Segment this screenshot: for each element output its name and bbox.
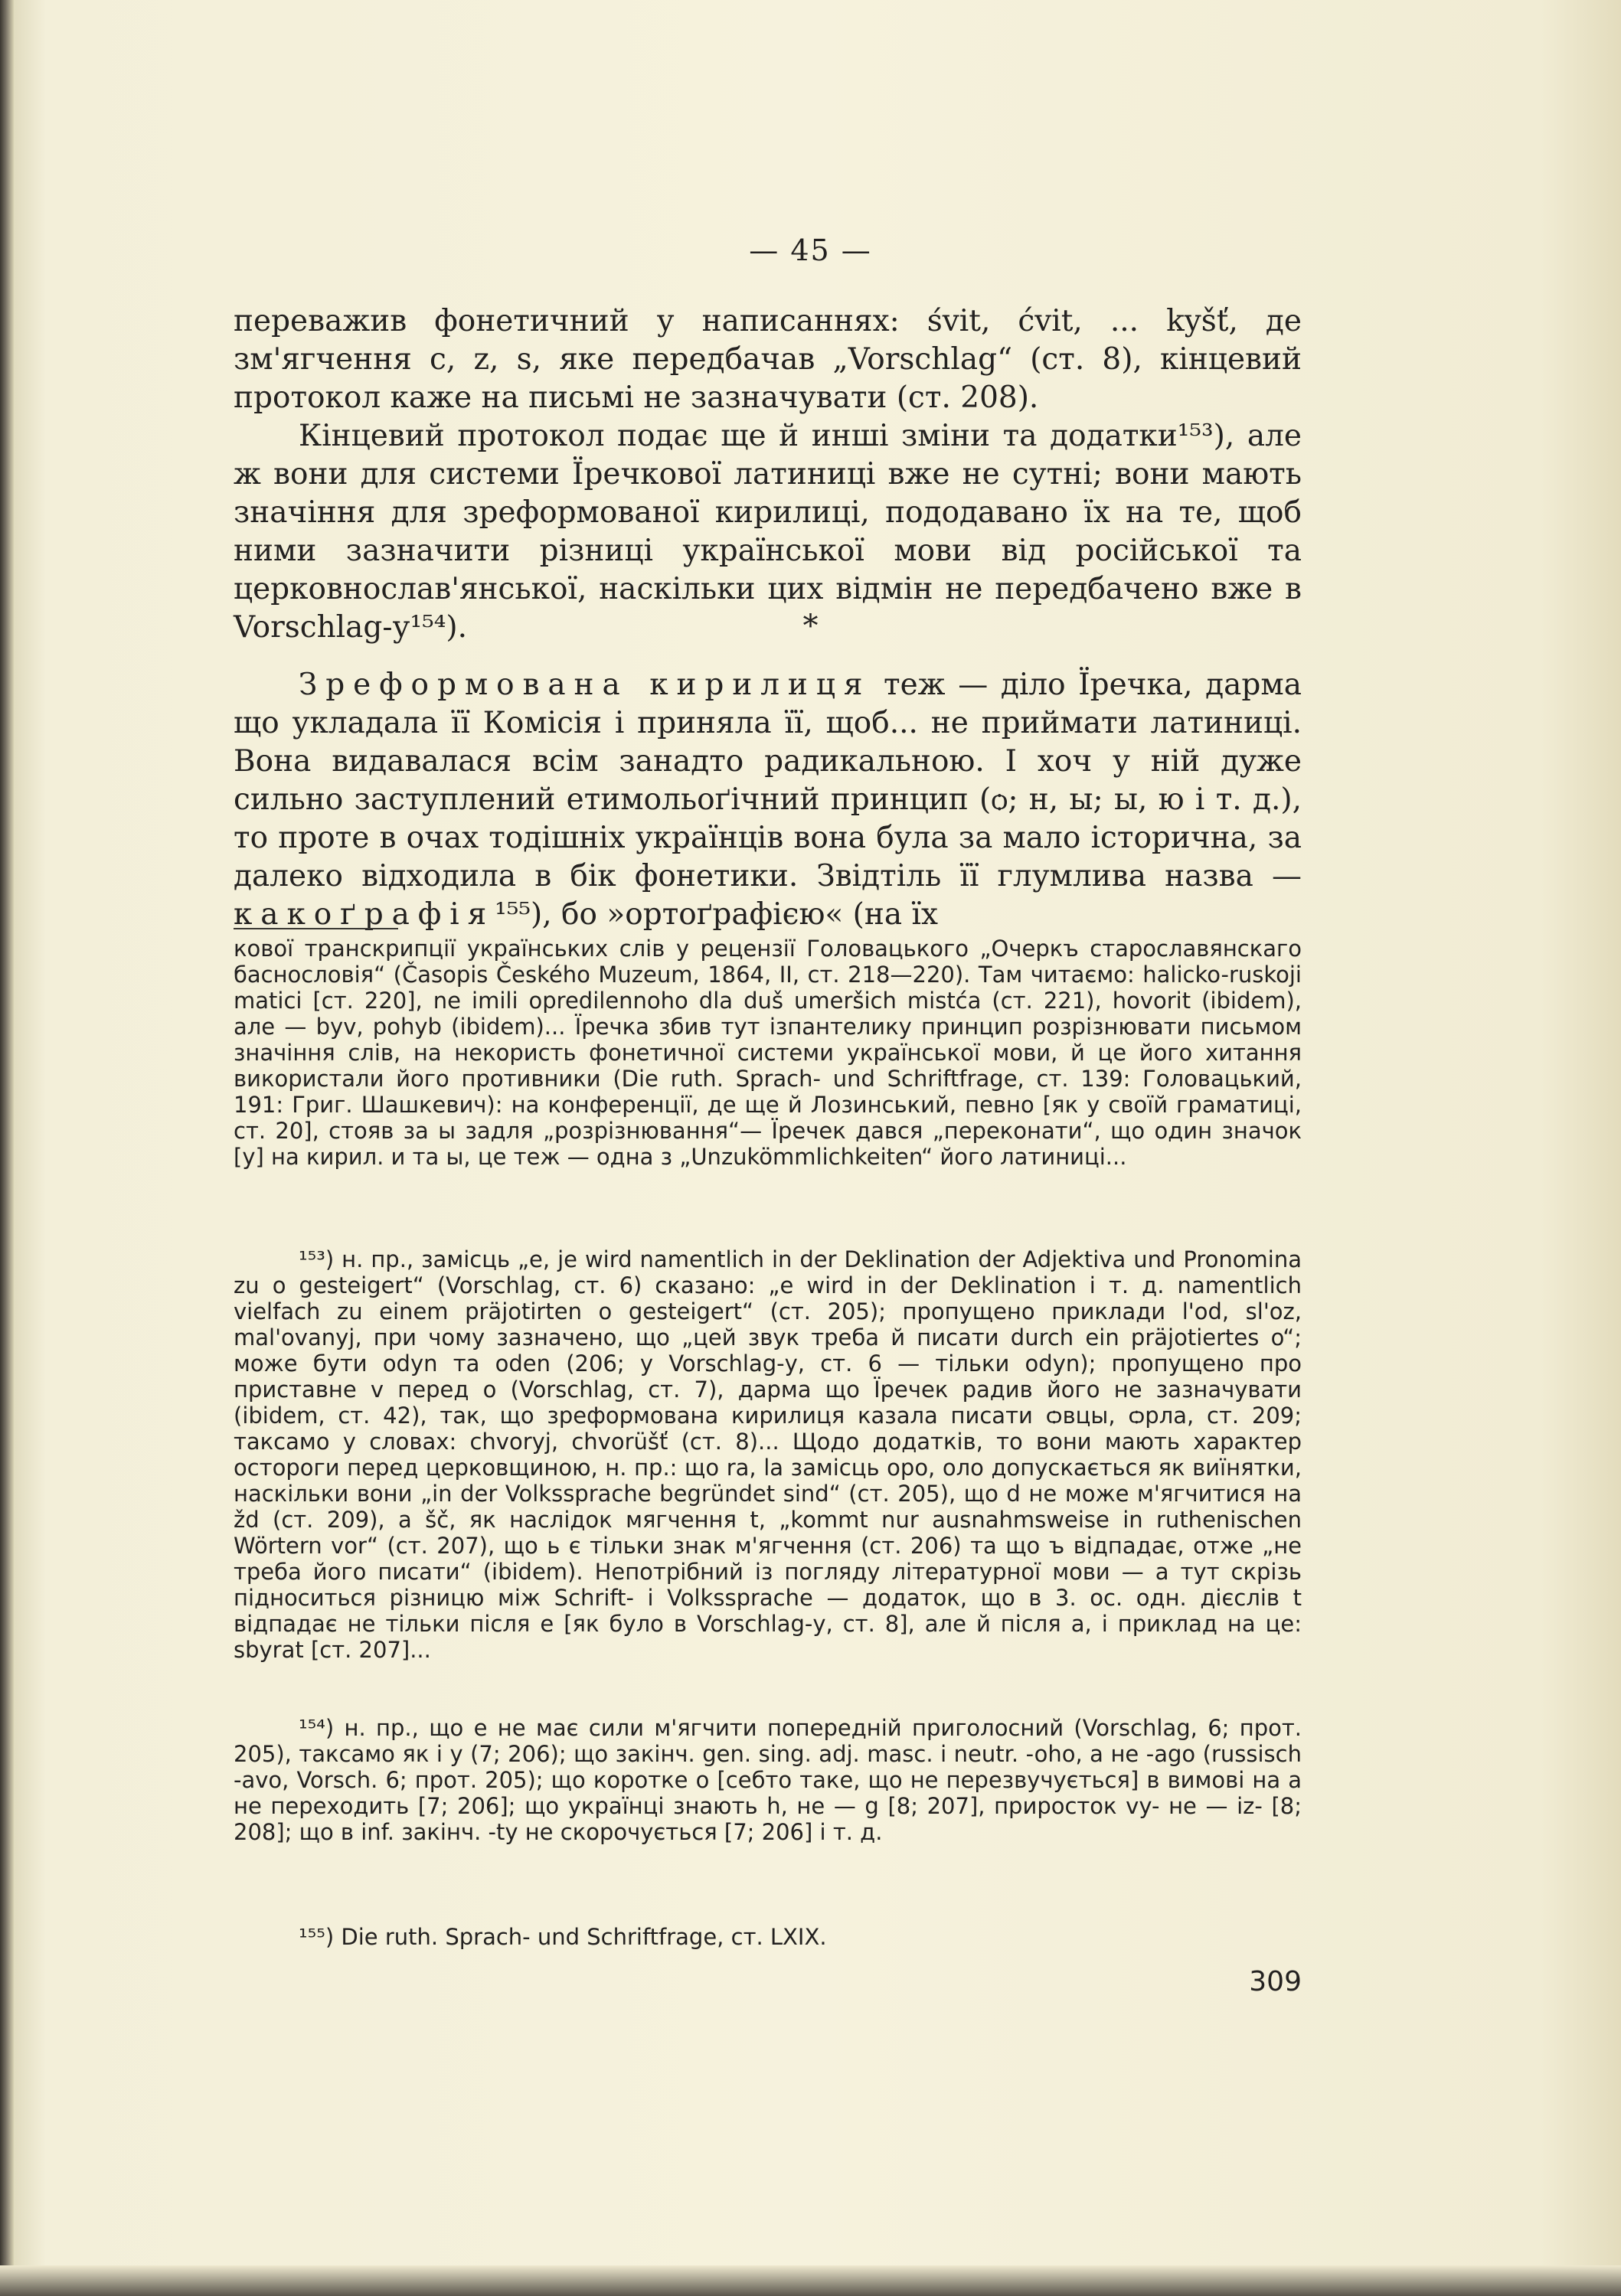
- footnote-text: ¹⁵⁴) н. пр., що e не має сили м'ягчити попередній приголосний (Vorschlag, 6; прот. 205), таксамо як і у (7; 206); що закінч. gen. sing. adj. masc. і neutr. -oho, а не -ago (russisch -avo, Vorsch. 6; прот. 205); що коротке o [себто таке, що не перезвучується] в вимові на а не переходить [7; 206]; що українці знають h, не — g [8; 207], приросток vy- не — iz- [8; 208]; що в inf. закінч. -ty не скорочується [7; 206] і т. д.: [234, 1715, 1302, 1845]
- footnote-continuation: [234, 936, 1302, 1170]
- spaced-emphasis: какоґрафія: [234, 897, 495, 932]
- footnote-text: кової транскрипції українських слів у рецензії Головацького „Очеркъ старославянскаго баснословія“ (Časopis Českého Muzeum, 1864, II, ст. 218—220). Там читаємо: halicko-ruskoji matici [ст. 220], ne imili opredilennoho dla duš umeršich mistća (ст. 221), hovorit (ibidem), але — byv, pohyb (ibidem)... Їречка збив тут ізпантелику принцип розрізнювати письмом значіння слів, на некористь фонетичної системи української мови, й це його хитання використали його противники (Die ruth. Sprach- und Schriftfrage, ст. 139: Головацький, 191: Григ. Шашкевич): на конференції, де ще й Лозинський, певно [як у своїй граматиці, ст. 20], стояв за ы задля „розрізнювання“— Їречек дався „переконати“, що один значок [у] на кирил. и та ы, це теж — одна з „Unzukömmlichkeiten“ його латиниці...: [234, 936, 1302, 1170]
- paragraph-text: переважив фонетичний у написаннях: śvit, ćvit, ... kyšť, де зм'ягчення c, z, s, яке передбачав „Vorschlag“ (ст. 8), кінцевий протокол каже на письмі не зазначувати (ст. 208).: [234, 304, 1302, 415]
- footnote-153: [234, 1246, 1302, 1663]
- footnote-155: [234, 1924, 1302, 1950]
- body-paragraph-1: [234, 302, 1302, 417]
- section-separator: *: [802, 609, 819, 644]
- footnote-154: [234, 1715, 1302, 1845]
- running-page-marker: — 45 —: [749, 234, 872, 267]
- paragraph-text: Кінцевий протокол подає ще й инші зміни та додатки¹⁵³), але ж вони для системи Їречкової латиниці вже не сутні; вони мають значіння для зреформованої кирилиці, пододавано їх на те, щоб ними зазначити різниці української мови від російської та церковнослав'янської, наскільки цих відмін не передбачено вже в Vorschlag-у¹⁵⁴).: [234, 419, 1302, 645]
- footnote-text: ¹⁵⁵) Die ruth. Sprach- und Schriftfrage, ст. LXIX.: [299, 1924, 827, 1950]
- footnote-rule: [234, 928, 398, 929]
- book-binding-edge: [0, 0, 14, 2296]
- page-number: 309: [1249, 1966, 1302, 1997]
- footnote-text: ¹⁵³) н. пр., замісць „e, je wird namentlich in der Deklination der Adjektiva und Pronomina zu o gesteigert“ (Vorschlag, ст. 6) сказано: „e wird in der Deklination і т. д. namentlich vielfach zu einem präjotirten o gesteigert“ (ст. 205); пропущено приклади l'od, sl'oz, mal'ovanyj, при чому зазначено, що „цей звук треба й писати durch ein präjotiertes o“; може бути odyn та oden (206; у Vorschlag-у, ст. 6 — тільки odyn); пропущено про приставне v перед o (Vorschlag, ст. 7), дарма що Їречек радив його не зазначувати (ibidem, ст. 42), так, що зреформована кирилиця казала писати ѻвцы, ѻрла, ст. 209; таксамо у словах: chvoryj, chvorüšť (ст. 8)... Щодо додатків, то вони мають характер остороги перед церковщиною, н. пр.: що ra, la замісць оро, оло допускається як виїнятки, наскільки вони „in der Volkssprache begründet sind“ (ст. 205), що d не може м'ягчитися на žd (ст. 209), а šč, як наслідок мягчення t, „kommt nur ausnahmsweise in ruthenischen Wörtern vor“ (ст. 207), що ь є тільки знак м'ягчення (ст. 206) та що ъ відпадає, отже „не треба його писати“ (ibidem). Непотрібний із погляду літературної мови — а тут скрізь підноситься різницю між Schrift- i Volkssprache — додаток, що в 3. ос. одн. дієслів t відпадає не тільки після e [як було в Vorschlag-у, ст. 8], але й після a, і приклад на це: sbyrat [ст. 207]...: [234, 1246, 1302, 1663]
- paragraph-text: [234, 666, 1302, 934]
- body-paragraph-3: [234, 666, 1302, 934]
- page-bottom-edge: [0, 2265, 1621, 2296]
- paragraph-segment: теж — діло Їречка, дарма що укладала її Комісія і приняла її, щоб... не приймати латиниці. Вона видавалася всім занадто радикальною. І хоч у ній дуже сильно заступлений етимольоґічний принцип (ѻ; н, ы; ы, ю і т. д.), то проте в очах тодішніх українців вона була за мало історична, за далеко відходила в бік фонетики. Звідтіль її глумлива назва —: [234, 668, 1302, 893]
- paragraph-segment: ¹⁵⁵), бо »ортоґрафією« (на їх: [495, 897, 938, 932]
- spaced-emphasis: Зреформована кирилиця: [299, 668, 871, 702]
